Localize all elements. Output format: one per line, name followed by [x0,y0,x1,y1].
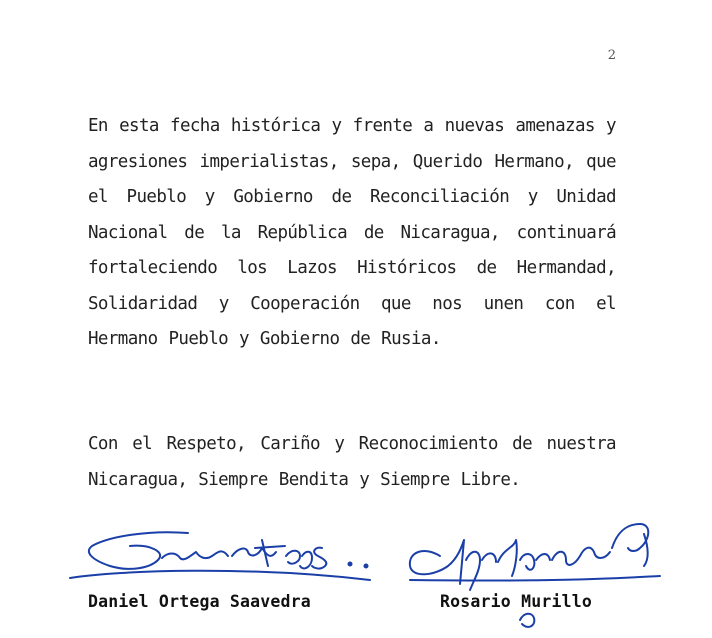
signature-daniel-ortega [70,532,370,580]
signer-name-daniel-ortega: Daniel Ortega Saavedra [88,592,311,611]
signature-rosario-murillo [410,524,660,627]
signer-name-rosario-murillo: Rosario Murillo [440,592,593,611]
page-number: 2 [607,48,616,63]
letter-paragraph-2: Con el Respeto, Cariño y Reconocimiento de nuestra Nicaragua, Siempre Bendita y Siempre Libre. [88,434,616,490]
letter-paragraph-1: En esta fecha histórica y frente a nuevas amenazas y agresiones imperialistas, sepa, Querido Hermano, que el Pueblo y Gobierno de Reconciliación y Unidad Nacional de la República de Nicaragua, continuará fortaleciendo los Lazos Históricos de Hermandad, Solidaridad y Cooperación que nos unen con el Hermano Pueblo y Gobierno de Rusia. [88,116,616,349]
